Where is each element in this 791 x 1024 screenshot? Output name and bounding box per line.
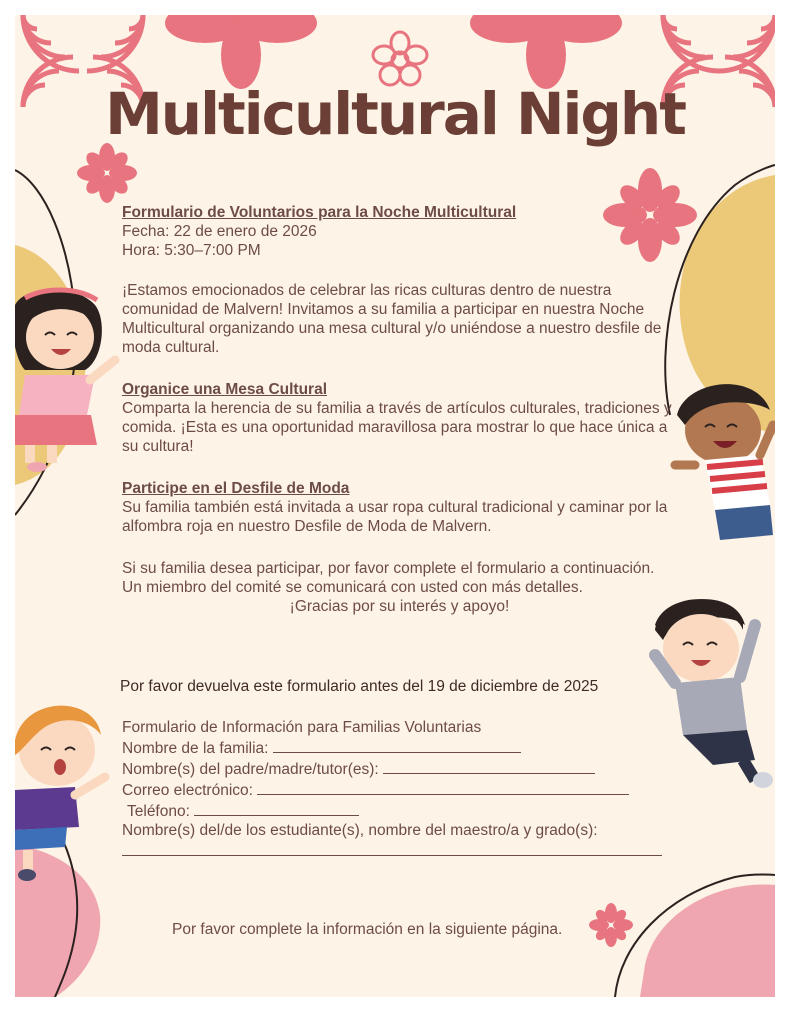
return-notice: Por favor devuelva este formulario antes del 19 de diciembre de 2025 bbox=[120, 678, 599, 695]
flower-left-icon bbox=[77, 143, 137, 203]
fashion-parade-text: Su familia también está invitada a usar ropa cultural tradicional y caminar por la alfombra roja en nuestro Desfile de Moda de Malvern. bbox=[122, 499, 668, 535]
page-title: Multicultural Night bbox=[105, 80, 685, 148]
intro-paragraph bbox=[122, 281, 677, 357]
family-name-label: Nombre de la familia: bbox=[122, 740, 269, 757]
students-field[interactable] bbox=[122, 840, 662, 856]
event-details bbox=[122, 203, 677, 260]
info-form bbox=[122, 718, 677, 861]
guardian-row bbox=[122, 758, 677, 779]
flower-outline-icon bbox=[373, 32, 427, 85]
info-form-title: Formulario de Información para Familias Voluntarias bbox=[122, 719, 482, 736]
event-time: Hora: 5:30–7:00 PM bbox=[122, 242, 261, 259]
flower-top-left-icon bbox=[165, 15, 317, 89]
family-name-field[interactable] bbox=[273, 737, 521, 753]
flower-top-right-icon bbox=[470, 15, 622, 89]
return-notice-block bbox=[120, 677, 680, 696]
intro-text: ¡Estamos emocionados de celebrar las ricas culturas dentro de nuestra comunidad de Malvern! Invitamos a su familia a participar en nuestra Noche Multicultural organizando una mesa cultural y/o uniéndose a nuestro desfile de moda cultural. bbox=[122, 282, 662, 356]
event-date: Fecha: 22 de enero de 2026 bbox=[122, 223, 317, 240]
guardian-field[interactable] bbox=[383, 758, 595, 774]
form-heading: Formulario de Voluntarios para la Noche Multicultural bbox=[122, 204, 517, 221]
participate-paragraph bbox=[122, 559, 677, 616]
flyer bbox=[15, 15, 775, 997]
participate-text: Si su familia desea participar, por favor complete el formulario a continuación. Un miembro del comité se comunicará con usted con más detalles. bbox=[122, 560, 655, 596]
phone-row bbox=[122, 800, 677, 821]
thanks-text: ¡Gracias por su interés y apoyo! bbox=[289, 598, 510, 615]
phone-label: Teléfono: bbox=[127, 803, 190, 820]
email-label: Correo electrónico: bbox=[122, 782, 253, 799]
phone-field[interactable] bbox=[194, 800, 359, 816]
students-row bbox=[122, 840, 677, 861]
students-label: Nombre(s) del/de los estudiante(s), nombre del maestro/a y grado(s): bbox=[122, 822, 598, 839]
child-boy-left-illustration bbox=[15, 706, 105, 881]
child-girl-illustration bbox=[15, 289, 115, 472]
fashion-parade-section bbox=[122, 479, 677, 536]
email-row bbox=[122, 779, 677, 800]
cultural-table-section bbox=[122, 380, 677, 456]
fashion-parade-heading: Participe en el Desfile de Moda bbox=[122, 480, 350, 497]
guardian-label: Nombre(s) del padre/madre/tutor(es): bbox=[122, 761, 379, 778]
footer-block bbox=[172, 920, 622, 939]
cultural-table-heading: Organice una Mesa Cultural bbox=[122, 381, 327, 398]
blob-bottom-right-pink bbox=[640, 885, 775, 997]
footer-note: Por favor complete la información en la siguiente página. bbox=[172, 921, 563, 938]
cultural-table-text: Comparta la herencia de su familia a través de artículos culturales, tradiciones y comida. ¡Esta es una oportunidad maravillosa para mostrar lo que hace única a su cultura! bbox=[122, 400, 672, 455]
family-name-row bbox=[122, 737, 677, 758]
email-field[interactable] bbox=[257, 779, 629, 795]
